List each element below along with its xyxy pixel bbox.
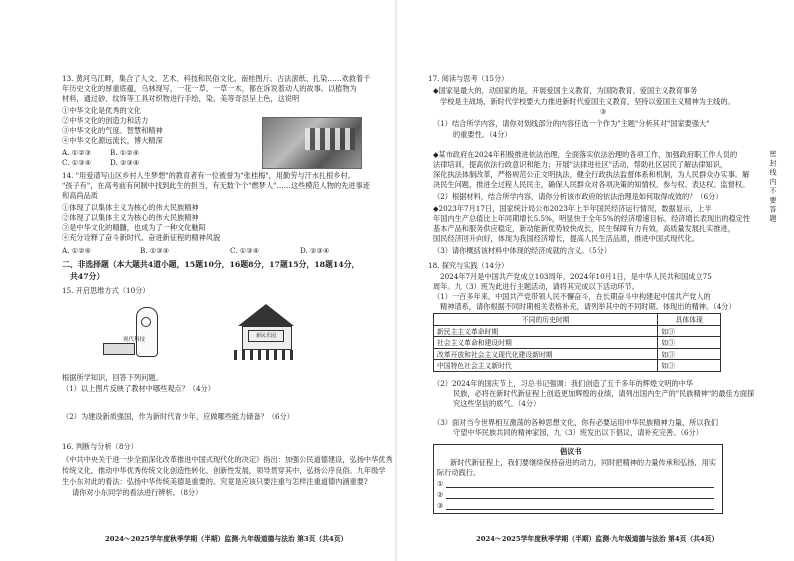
q18-intro-line-2: 周年。九（3）班为此进行主题活动，请将其完成以下活动环节。 (433, 282, 639, 291)
q15-question-2: （2）为建设新质强国，作为新时代青少年，应做哪些能力储备？（6分） (62, 412, 294, 421)
q17-material-2-line-1: ◆某市政府在2024年积极推进依法治理，全面落实依法治理的各项工作，加强政府职工作人员的 (433, 150, 738, 159)
q13-line-1: 13. 黄河乌江畔，集合了人文、艺术、科技和民俗文化，南桂图斤、古法滚纸、扎染……欢救着千 (62, 74, 371, 83)
q14-option-c: C. ①③④ (230, 246, 260, 255)
q17-material-1-line-1: ◆国家是最大的，动国家的是，开展爱国主义教育，为国防教育，爱国主义教育事务 (433, 86, 698, 95)
q13-line-5: ②中华文化的创造力和活力 (62, 116, 149, 125)
q17-material-2-line-4: 决民生问题，推进全过程人民民主，确保人民群众对各项决策的知情权、参与权、表达权、监督权。 (433, 180, 750, 189)
proposal-title: 倡议书 (560, 447, 582, 456)
table-row (434, 348, 721, 360)
q17-material-3-line-4: 国民经济回升向好，体现为我国经济增长，提高人民生活品质，推进中国式现代化。 (433, 234, 699, 243)
q13-option-b: B. ①②④ (110, 148, 140, 157)
q18-question-1-line-2: 精神谱系，请你根据不同时期相关表格补充，请列举其中的不同时期、体现出的精神。（4分） (440, 302, 736, 311)
table-row (434, 360, 721, 372)
seal-line-notice: 密 封 线 内 不 要 答 题 (769, 150, 777, 222)
q14-line-3: 和高尚品质 (62, 191, 98, 200)
embroidery-photo (262, 117, 362, 169)
table-header-row (434, 314, 721, 326)
table-header-period: 不同的历史时期 (434, 314, 658, 326)
table-cell-detail[interactable]: 如③ (658, 360, 721, 372)
q17-material-3-line-1: ◆2023年7月17日，国家统计局公布2023年上半年国民经济运行情况，数据显示，上半 (433, 204, 712, 213)
q16-line-3: 生小东对此的看法：弘扬中华传统美德是重要的。究竟是应该只要注重与怎样注重道德内涵重要? (62, 477, 368, 486)
table-cell-period: 新民主主义革命时期 (434, 325, 658, 337)
table-cell-detail[interactable]: 如③ (658, 348, 721, 360)
table-cell-period: 改革开放和社会主义现代化建设新时期 (434, 348, 658, 360)
q14-line-5: ②体现了以集体主义为核心的伟大民族精神 (62, 213, 199, 222)
table-header-detail: 具体体现 (658, 314, 721, 326)
q14-line-7: ④充分诠释了奋斗新时代、奋进新征程的精神风貌 (62, 233, 221, 242)
table-row (434, 337, 721, 349)
table-cell-detail[interactable]: 如③ (658, 337, 721, 349)
q18-question-3-line-1: （3）面对当今世界相互激荡的各种思想文化，你有必要运用中华民族精神力量，所以我们 (433, 418, 718, 427)
proposal-number-1: ① (437, 479, 444, 488)
q14-line-2: "孩子有"，在高考前有何制中找到此生的担当，有无数个个"燃梦人"……这些模范人物的先进事迹 (62, 181, 370, 190)
table-cell-period: 中国特色社会主义新时代 (434, 360, 658, 372)
q17-question-3: （3）请你概括该材料中体现的经济成就的含义。（5分） (433, 246, 612, 255)
section-2-title: 二、非选择题（本大题共4道小题，15题10分，16题8分，17题15分，18题14分， (62, 260, 360, 269)
q16-line-4: 请你对小东同学的看法进行辨析。（8分） (72, 488, 203, 497)
q17-title: 17. 阅读与思考（15分） (428, 74, 509, 83)
q13-option-a: A. ①②③ (62, 148, 92, 157)
q17-question-2: （2）根据材料，结合所学内容，请你分析该市政府的依法治理是如何取得成效的？（6分） (433, 192, 723, 201)
q17-material-1-line-2: 学校是主战场，新时代学校要大力推进新时代爱国主义教育，坚持以爱国主义精神为主线的。 (440, 97, 735, 106)
q14-line-1: 14. "用爱谱写山区乡村人生梦想"的教育者有一位被誉为"张桂梅"，用勤劳与汗水扎根乡村。 (62, 171, 355, 180)
table-row (434, 325, 721, 337)
section-2-total: 共47分） (70, 272, 105, 281)
proposal-blank-3[interactable] (446, 509, 714, 510)
q18-intro-line-1: 2024年7月是中国共产党成立103周年，2024年10月1日，是中华人民共和国成立75 (440, 272, 712, 281)
q17-material-3-line-2: 年国内生产总值比上年同期增长5.5%，明显快于全年5%的经济增速目标，经济增长表现出的稳定性 (433, 214, 751, 223)
q13-line-4: ①中华文化是优秀的文化 (62, 106, 142, 115)
q13-line-3: 材料，通过砂、纹饰等工具对织物进行手绘，染、美等奇层呈上色，这说明 (62, 94, 300, 103)
q17-material-2-line-2: 法律培训，提高依法行政意识和能力；开展"法律进社区"活动，帮助社区居民了解法律知识， (433, 160, 728, 169)
q15-question-1: （1）以上图片反映了教材中哪些观点？（4分） (62, 384, 215, 393)
proposal-line-1: 新时代新征程上，我们要继续保持奋进的动力，同时把精神的力量传承和弘扬，用实 (450, 458, 716, 467)
q17-question-1-line-1: （1）结合所学内容，请你对划线部分的内容任选一个作为"主题"分析其对"国家要强大" (433, 119, 710, 128)
proposal-blank-1[interactable] (446, 487, 714, 488)
rocket-label: 现代科技 (123, 337, 146, 343)
right-footer: 2024～2025学年度秋季学期（半期）监测·九年级道德与法治 第4页（共4页） (476, 535, 719, 543)
q13-line-6: ③中华文化的气度、智慧和精神 (62, 126, 163, 135)
q18-question-2-line-1: （2）2024年的国庆节上，习总书记强调：我们创造了五千多年的辉煌文明的中华 (433, 379, 694, 388)
q16-line-2: 传统文化，推动中华优秀传统文化创造性转化、创新性发展，领导贯穿其中，弘扬公序良俗。九年级学 (62, 466, 386, 475)
q13-option-c: C. ①③④ (62, 158, 92, 167)
q13-line-2: 年历史文化的厚重底蕴，乌林现写，一花一草、一草一木，都在诉说着动人的故事。以植物为 (62, 84, 357, 93)
history-table (433, 313, 721, 372)
q15-title: 15. 开启思维方式（10分） (62, 286, 150, 295)
q16-line-1: 《中共中央关于进一步全面深化改革推进中国式现代化的决定》指出：加强公民道德建设，弘扬中华优秀 (62, 455, 393, 464)
proposal-blank-2[interactable] (446, 498, 714, 499)
q17-material-3-line-3: 基本产品和服务供应稳定，新动能新优势较快成长，民生保障有力有效，高质量发展扎实推进， (433, 224, 735, 233)
q18-title: 18. 探究与实践（14分） (428, 261, 509, 270)
q13-line-7: ④中华文化源远流长，博大精深 (62, 136, 163, 145)
left-footer: 2024～2025学年度秋季学期（半期）监测·九年级道德与法治 第3页（共4页） (105, 535, 348, 543)
q14-line-6: ③是中华文化的精髓，也成为了一种文化魅阳 (62, 223, 206, 232)
house-sign: 新民乐园 (248, 330, 284, 342)
q16-title: 16. 判断与分析（8分） (62, 442, 138, 451)
proposal-number-3: ③ (437, 501, 444, 510)
q17-mark: ③ (600, 107, 607, 116)
q14-option-a: A. ①②④ (62, 246, 92, 255)
table-cell-period: 社会主义革命和建设时期 (434, 337, 658, 349)
q18-question-3-line-2: 守望中华民族共同的精神家园，九（3）班发出以下倡议，请补充完善。（6分） (453, 428, 703, 437)
q13-option-d: D. ②③④ (110, 158, 140, 167)
q18-question-1-line-1: （1）一百多年来，中国共产党带领人民不懈奋斗，在长期奋斗中构建起中国共产党人的 (433, 292, 711, 301)
q17-material-2-line-3: 深化执法体制改革，严格规范公正文明执法，健全行政执法监督体系和机制，为人民群众办实事。解 (433, 170, 750, 179)
table-cell-detail[interactable]: 如③ (658, 325, 721, 337)
q18-question-2-line-2: 民族，必将在新时代新征程上创造更加辉煌的业绩，请列出国内生产的"民族精神"的最佳方面探 (453, 389, 755, 398)
rocket-cartoon (118, 303, 173, 363)
q14-line-4: ①体现了以集体主义为核心的伟大民族精神 (62, 203, 199, 212)
proposal-number-2: ② (437, 490, 444, 499)
q15-instruction: 根据所学知识，回答下列问题。 (62, 373, 163, 382)
q14-option-b: B. ①③④ (140, 246, 170, 255)
proposal-line-2: 际行动践行。 (437, 468, 481, 477)
q17-question-1-line-2: 的重要性。（4分） (453, 130, 512, 139)
q18-question-2-line-3: 究这些坚信的底气。（4分） (453, 399, 541, 408)
house-cartoon (228, 304, 303, 364)
q14-option-d: D. ②③④ (300, 246, 330, 255)
